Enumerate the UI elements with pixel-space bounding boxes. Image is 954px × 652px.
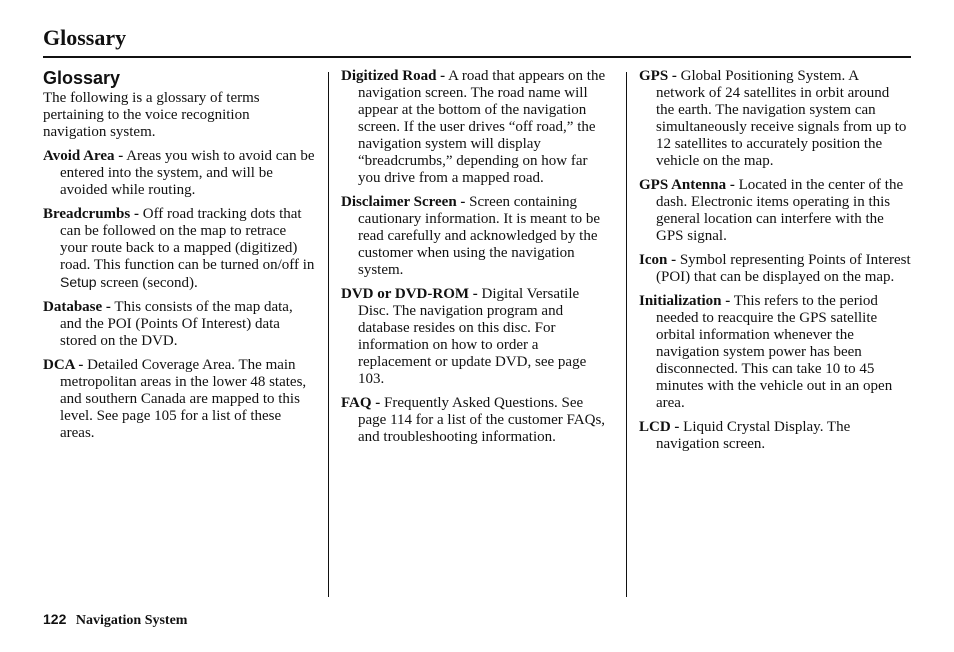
setup-screen-name: Setup bbox=[60, 274, 97, 290]
page-number: 122 bbox=[43, 611, 67, 627]
glossary-definition: Screen containing cautionary information. It is meant to be read carefully and acknowledged by the customer when using the navigation system. bbox=[358, 194, 601, 278]
glossary-term: FAQ - bbox=[341, 395, 381, 411]
glossary-entry-faq bbox=[341, 395, 613, 446]
glossary-entry-lcd bbox=[639, 419, 911, 453]
glossary-definition: Detailed Coverage Area. The main metropolitan areas in the lower 48 states, and southern Canada are mapped to this level. See page 105 for a list of these areas. bbox=[60, 357, 307, 441]
glossary-definition: This refers to the period needed to reacquire the GPS satellite orbital information whenever the navigation system power has been disconnected. This can take 10 to 45 minutes with the vehicle out in an open area. bbox=[656, 293, 893, 411]
page-title: Glossary bbox=[43, 25, 127, 50]
glossary-entry-gps-antenna bbox=[639, 177, 911, 245]
glossary-term: GPS Antenna - bbox=[639, 177, 735, 193]
glossary-entry-breadcrumbs bbox=[43, 206, 315, 292]
glossary-definition-end: screen (second). bbox=[96, 275, 198, 291]
column-divider bbox=[626, 72, 627, 597]
column-1 bbox=[43, 68, 315, 449]
glossary-definition: Areas you wish to avoid can be entered into the system, and will be avoided while routing. bbox=[60, 148, 315, 198]
glossary-entry-database bbox=[43, 299, 315, 350]
column-divider bbox=[328, 72, 329, 597]
glossary-definition: Off road tracking dots that can be followed on the map to retrace your route back to a mapped (digitized) road. This function can be turned on/off in bbox=[60, 206, 315, 273]
glossary-entry-gps bbox=[639, 68, 911, 170]
glossary-definition: Frequently Asked Questions. See page 114 for a list of the customer FAQs, and troubleshooting information. bbox=[358, 395, 606, 445]
intro-paragraph: The following is a glossary of terms pertaining to the voice recognition navigation system. bbox=[43, 90, 260, 140]
column-3 bbox=[639, 68, 911, 460]
glossary-entry-digitized-road bbox=[341, 68, 613, 187]
glossary-term: Initialization - bbox=[639, 293, 731, 309]
title-divider bbox=[43, 56, 911, 58]
glossary-term: Database - bbox=[43, 299, 111, 315]
footer-label: Navigation System bbox=[75, 613, 188, 628]
glossary-entry-dvd bbox=[341, 286, 613, 388]
glossary-entry-initialization bbox=[639, 293, 911, 412]
glossary-term: Breadcrumbs - bbox=[43, 206, 139, 222]
glossary-term: Avoid Area - bbox=[43, 148, 124, 164]
glossary-definition: Liquid Crystal Display. The navigation screen. bbox=[656, 419, 851, 452]
glossary-term: Disclaimer Screen - bbox=[341, 194, 466, 210]
glossary-entry-icon bbox=[639, 252, 911, 286]
page-footer bbox=[43, 611, 187, 629]
glossary-entry-avoid-area bbox=[43, 148, 315, 199]
glossary-term: Icon - bbox=[639, 252, 677, 268]
glossary-entry-dca bbox=[43, 357, 315, 442]
glossary-definition: Digital Versatile Disc. The navigation program and database resides on this disc. For information on how to order a replacement or update DVD, see page 103. bbox=[358, 286, 587, 387]
column-2 bbox=[341, 68, 613, 453]
glossary-entry-disclaimer-screen bbox=[341, 194, 613, 279]
glossary-term: LCD - bbox=[639, 419, 680, 435]
glossary-term: DCA - bbox=[43, 357, 84, 373]
glossary-definition: This consists of the map data, and the POI (Points Of Interest) data stored on the DVD. bbox=[60, 299, 293, 349]
glossary-term: Digitized Road - bbox=[341, 68, 446, 84]
section-heading: Glossary bbox=[43, 68, 121, 88]
glossary-definition: Symbol representing Points of Interest (POI) that can be displayed on the map. bbox=[656, 252, 911, 285]
glossary-definition: Located in the center of the dash. Electronic items operating in this general location can interfere with the GPS signal. bbox=[656, 177, 904, 244]
glossary-definition: A road that appears on the navigation screen. The road name will appear at the bottom of the navigation screen. If the user drives “off road,” the navigation system will display “breadcrumbs,” depending on how far you drive from a mapped road. bbox=[358, 68, 606, 186]
glossary-term: DVD or DVD-ROM - bbox=[341, 286, 478, 302]
glossary-term: GPS - bbox=[639, 68, 677, 84]
glossary-definition: Global Positioning System. A network of 24 satellites in orbit around the earth. The navigation system can simultaneously receive signals from up to 12 satellites to accurately position the vehicle on the map. bbox=[656, 68, 907, 169]
